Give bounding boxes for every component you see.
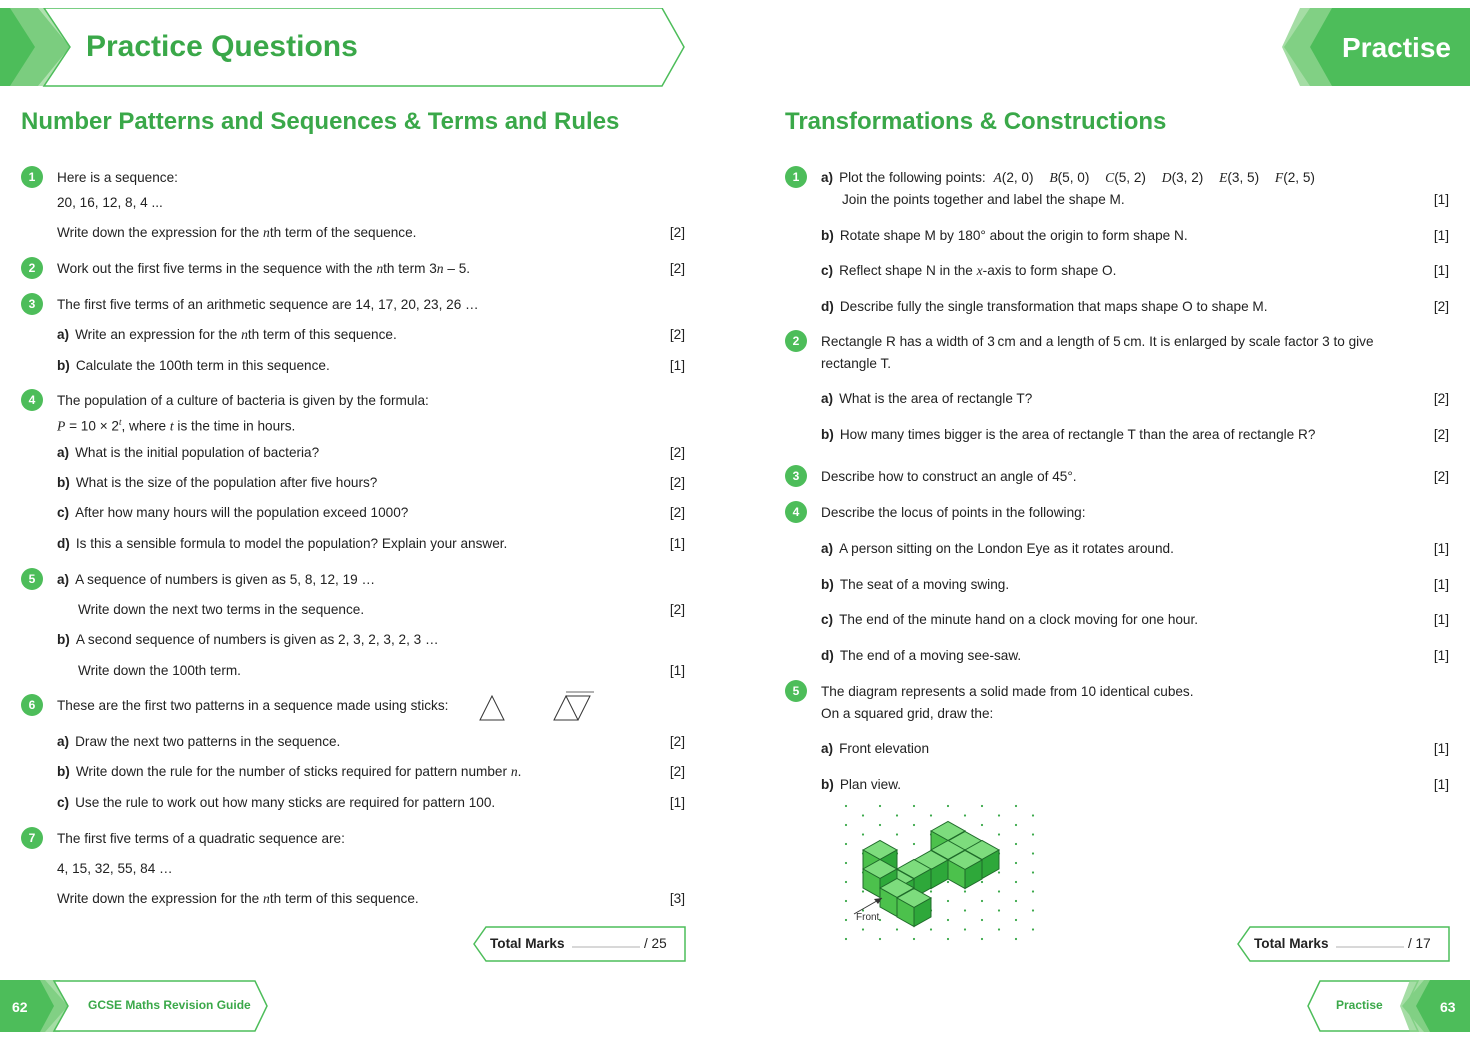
- grid-dot: [964, 814, 966, 816]
- grid-dot: [1015, 843, 1017, 845]
- formula: $P = 10 \times 2^t$, where t is the time in hours.: [57, 417, 296, 434]
- front-label: Front: [856, 912, 880, 923]
- grid-dot: [1015, 881, 1017, 883]
- subquestion-d: d) The end of a moving see-saw.: [821, 648, 1022, 663]
- subquestion-a: a) Front elevation: [821, 741, 930, 756]
- grid-dot: [845, 862, 847, 864]
- grid-dot: [1015, 900, 1017, 902]
- question-text: rectangle T.: [821, 356, 892, 371]
- question-number: 2: [21, 257, 43, 279]
- grid-dot: [947, 919, 949, 921]
- subquestion-c: c) The end of the minute hand on a clock moving for one hour.: [821, 612, 1199, 627]
- question-text: The population of a culture of bacteria is given by the formula:: [57, 393, 429, 408]
- marks: [2]: [669, 261, 685, 276]
- question-number: 1: [785, 166, 807, 188]
- grid-dot: [896, 928, 898, 930]
- grid-dot: [930, 890, 932, 892]
- marks: [1]: [1433, 228, 1449, 243]
- marks: [2]: [1433, 391, 1449, 406]
- marks: [2]: [669, 602, 685, 617]
- question-text: Write down the expression for the nth term of this sequence.: [57, 891, 419, 906]
- grid-dot: [862, 928, 864, 930]
- subquestion-c: c) Use the rule to work out how many sticks are required for pattern 100.: [57, 795, 496, 810]
- marks: [1]: [1433, 777, 1449, 792]
- subquestion-b: b) What is the size of the population after five hours?: [57, 475, 378, 490]
- subquestion-a: a) A person sitting on the London Eye as it rotates around.: [821, 541, 1174, 556]
- grid-dot: [930, 814, 932, 816]
- grid-dot: [981, 824, 983, 826]
- grid-dot: [998, 871, 1000, 873]
- grid-dot: [845, 919, 847, 921]
- subquestion-b: b) The seat of a moving swing.: [821, 577, 1010, 592]
- marks: [2]: [669, 225, 685, 240]
- grid-dot: [1015, 824, 1017, 826]
- marks: [1]: [1433, 192, 1449, 207]
- grid-dot: [913, 824, 915, 826]
- footer-book-title: GCSE Maths Revision Guide: [88, 998, 251, 1012]
- question-text: On a squared grid, draw the:: [821, 706, 994, 721]
- question-number: 2: [785, 330, 807, 352]
- grid-dot: [1032, 833, 1034, 835]
- stick-patterns: [476, 688, 606, 728]
- grid-dot: [1032, 814, 1034, 816]
- grid-dot: [1015, 805, 1017, 807]
- marks: [2]: [669, 327, 685, 342]
- question-number: 3: [21, 293, 43, 315]
- sequence-values: 4, 15, 32, 55, 84 …: [57, 861, 173, 876]
- marks: [1]: [1433, 263, 1449, 278]
- question-number: 4: [785, 501, 807, 523]
- grid-dot: [913, 843, 915, 845]
- grid-dot: [998, 928, 1000, 930]
- grid-dot: [981, 919, 983, 921]
- grid-dot: [981, 805, 983, 807]
- sequence-values: 20, 16, 12, 8, 4 ...: [57, 195, 163, 210]
- question-text: These are the first two patterns in a sequence made using sticks:: [57, 698, 449, 713]
- question-number: 5: [21, 568, 43, 590]
- grid-dot: [947, 881, 949, 883]
- grid-dot: [1032, 852, 1034, 854]
- subquestion-b: b) Plan view.: [821, 777, 902, 792]
- page-title: Practice Questions: [86, 30, 358, 63]
- grid-dot: [947, 805, 949, 807]
- practise-tab: Practise: [1342, 32, 1451, 63]
- grid-dot: [947, 938, 949, 940]
- grid-dot: [896, 814, 898, 816]
- subquestion-a: a) A sequence of numbers is given as 5, 8, 12, 19 …: [57, 572, 376, 587]
- question-number: 3: [785, 465, 807, 487]
- grid-dot: [947, 900, 949, 902]
- grid-dot: [862, 814, 864, 816]
- grid-dot: [1032, 871, 1034, 873]
- grid-dot: [896, 833, 898, 835]
- marks: [1]: [669, 663, 685, 678]
- subquestion-a: a) Write an expression for the nth term of this sequence.: [57, 327, 397, 342]
- grid-dot: [879, 805, 881, 807]
- marks: [2]: [669, 475, 685, 490]
- page-number-right: 63: [1440, 999, 1456, 1015]
- grid-dot: [845, 805, 847, 807]
- question-text: Describe how to construct an angle of 45°.: [821, 469, 1077, 484]
- question-number: 6: [21, 694, 43, 716]
- total-marks-value: / 25: [644, 936, 667, 951]
- grid-dot: [845, 881, 847, 883]
- subquestion-b-text: Write down the 100th term.: [78, 663, 241, 678]
- subquestion-c: c) After how many hours will the population exceed 1000?: [57, 505, 409, 520]
- marks: [1]: [669, 795, 685, 810]
- grid-dot: [998, 814, 1000, 816]
- question-text: Rectangle R has a width of 3 cm and a length of 5 cm. It is enlarged by scale factor 3 to give: [821, 334, 1374, 349]
- subquestion-a: a) What is the area of rectangle T?: [821, 391, 1033, 406]
- subquestion-b: b) A second sequence of numbers is given as 2, 3, 2, 3, 2, 3 …: [57, 632, 439, 647]
- marks: [1]: [1433, 741, 1449, 756]
- marks: [1]: [1433, 541, 1449, 556]
- grid-dot: [964, 928, 966, 930]
- grid-dot: [1032, 890, 1034, 892]
- grid-dot: [964, 909, 966, 911]
- grid-dot: [981, 900, 983, 902]
- subquestion-a: a) What is the initial population of bacteria?: [57, 445, 320, 460]
- subquestion-a: a) Draw the next two patterns in the sequence.: [57, 734, 341, 749]
- total-marks-value: / 17: [1408, 936, 1431, 951]
- marks: [2]: [669, 764, 685, 779]
- question-number: 7: [21, 827, 43, 849]
- question-text: The first five terms of a quadratic sequence are:: [57, 831, 345, 846]
- grid-dot: [1032, 928, 1034, 930]
- marks: [1]: [1433, 577, 1449, 592]
- marks: [2]: [669, 445, 685, 460]
- grid-dot: [998, 833, 1000, 835]
- marks: [1]: [1433, 612, 1449, 627]
- total-marks-label: Total Marks: [1254, 936, 1329, 951]
- question-text: Work out the first five terms in the sequence with the nth term 3n – 5.: [57, 261, 471, 276]
- page-number-left: 62: [12, 999, 28, 1015]
- question-number: 5: [785, 680, 807, 702]
- subquestion-b: b) How many times bigger is the area of rectangle T than the area of rectangle R?: [821, 427, 1316, 442]
- subquestion-d: d) Is this a sensible formula to model the population? Explain your answer.: [57, 536, 508, 551]
- question-text: Write down the expression for the nth term of the sequence.: [57, 225, 417, 240]
- question-number: 4: [21, 389, 43, 411]
- marks: [3]: [669, 891, 685, 906]
- grid-dot: [1032, 909, 1034, 911]
- grid-dot: [862, 890, 864, 892]
- grid-dot: [1015, 938, 1017, 940]
- total-marks-label: Total Marks: [490, 936, 565, 951]
- subquestion-a-text: Write down the next two terms in the sequence.: [78, 602, 365, 617]
- grid-dot: [913, 805, 915, 807]
- grid-dot: [1015, 919, 1017, 921]
- isometric-cube-diagram: [838, 798, 1044, 950]
- subquestion-a: a) Plot the following points: A(2, 0) B(5, 0) C(5, 2) D(3, 2) E(3, 5) F(2, 5): [821, 170, 1315, 185]
- question-text: Here is a sequence:: [57, 170, 178, 185]
- grid-dot: [879, 824, 881, 826]
- question-text: Describe the locus of points in the following:: [821, 505, 1086, 520]
- question-text: The first five terms of an arithmetic sequence are 14, 17, 20, 23, 26 …: [57, 297, 479, 312]
- marks: [1]: [669, 358, 685, 373]
- subquestion-b: b) Write down the rule for the number of sticks required for pattern number n.: [57, 764, 522, 779]
- subquestion-c: c) Reflect shape N in the x-axis to form shape O.: [821, 263, 1117, 278]
- grid-dot: [845, 900, 847, 902]
- question-number: 1: [21, 166, 43, 188]
- grid-dot: [913, 938, 915, 940]
- right-section-title: Transformations & Constructions: [785, 108, 1167, 135]
- grid-dot: [930, 928, 932, 930]
- grid-dot: [998, 890, 1000, 892]
- left-section-title: Number Patterns and Sequences & Terms and Rules: [21, 108, 620, 135]
- marks: [2]: [669, 734, 685, 749]
- grid-dot: [845, 824, 847, 826]
- marks: [2]: [1433, 427, 1449, 442]
- subquestion-b: b) Calculate the 100th term in this sequence.: [57, 358, 330, 373]
- marks: [1]: [669, 536, 685, 551]
- grid-dot: [981, 881, 983, 883]
- grid-dot: [845, 938, 847, 940]
- marks: [2]: [1433, 299, 1449, 314]
- footer-section-label: Practise: [1336, 998, 1383, 1012]
- marks: [2]: [1433, 469, 1449, 484]
- subquestion-a-text: Join the points together and label the shape M.: [842, 192, 1125, 207]
- grid-dot: [879, 938, 881, 940]
- grid-dot: [845, 843, 847, 845]
- marks: [2]: [669, 505, 685, 520]
- grid-dot: [1015, 862, 1017, 864]
- subquestion-d: d) Describe fully the single transformation that maps shape O to shape M.: [821, 299, 1268, 314]
- grid-dot: [964, 890, 966, 892]
- grid-dot: [998, 909, 1000, 911]
- question-text: The diagram represents a solid made from 10 identical cubes.: [821, 684, 1194, 699]
- grid-dot: [862, 833, 864, 835]
- grid-dot: [981, 938, 983, 940]
- subquestion-b: b) Rotate shape M by 180° about the origin to form shape N.: [821, 228, 1188, 243]
- marks: [1]: [1433, 648, 1449, 663]
